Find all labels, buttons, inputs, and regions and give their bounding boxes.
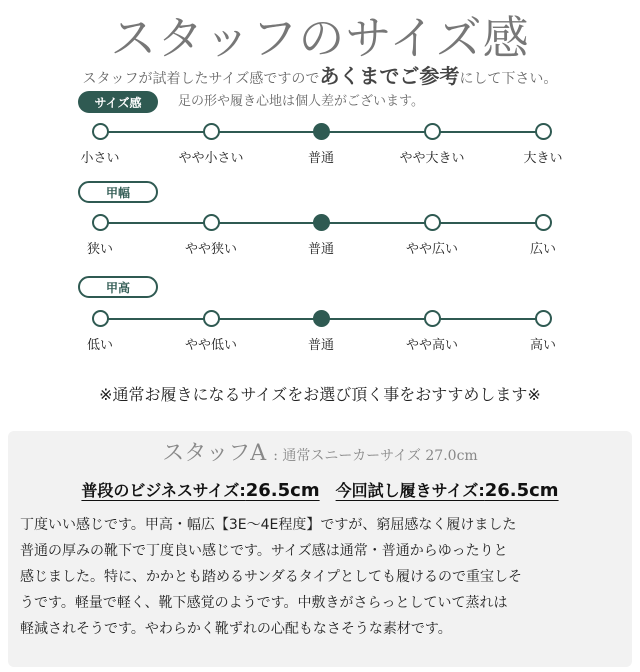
scale-instep-width	[60, 212, 582, 262]
scale-label: やや低い	[184, 338, 237, 353]
scale-dot	[313, 310, 330, 327]
scale-label: 狭い	[86, 242, 113, 257]
scale-label: 普通	[307, 151, 334, 166]
scale-label: やや広い	[405, 242, 458, 257]
scale-dot	[535, 214, 552, 231]
scale-label: 普通	[307, 338, 334, 353]
trial-size-label: 今回試し履きサイズ:	[335, 481, 485, 500]
comment-line: 普通の厚みの靴下で丁度良い感じです。サイズ感は通常・普通からゆったりと	[20, 543, 508, 559]
comment-line: 軽減されそうです。やわらかく靴ずれの心配もなさそうな素材です。	[20, 621, 452, 637]
trial-size-value: 26.5cm	[484, 480, 559, 501]
scale-label: 大きい	[523, 151, 563, 166]
scale-dot	[424, 123, 441, 140]
scale-size-feel	[60, 121, 582, 171]
subtitle-pre: スタッフが試着したサイズ感ですので	[82, 71, 320, 87]
scale-label: やや小さい	[178, 151, 244, 166]
scale-label: やや大きい	[399, 151, 465, 166]
scale-label: 広い	[529, 242, 556, 257]
scale-dot	[203, 310, 220, 327]
staff-sizes	[0, 478, 640, 501]
badge-instep-height: 甲高	[78, 276, 158, 298]
subtitle	[0, 60, 640, 89]
scale-label: 高い	[529, 338, 556, 353]
scale-instep-height	[60, 308, 582, 358]
business-size	[81, 481, 319, 500]
scale-dot	[313, 123, 330, 140]
scale-label: 普通	[307, 242, 334, 257]
staff-heading	[0, 436, 640, 467]
page-title: スタッフのサイズ感	[110, 11, 530, 65]
scale-dot	[535, 310, 552, 327]
business-size-label: 普段のビジネスサイズ:	[81, 481, 246, 500]
scale-dot	[424, 214, 441, 231]
scale-label: やや高い	[405, 338, 458, 353]
scale-label: 低い	[86, 338, 113, 353]
scale-dot	[203, 123, 220, 140]
comment-line: 感じました。特に、かかとも踏めるサンダるタイプとしても履けるので重宝しそ	[20, 569, 523, 585]
scale-dot	[92, 214, 109, 231]
subtitle-emphasis: あくまでご参考	[319, 64, 460, 88]
scale-label: 小さい	[80, 151, 120, 166]
subtitle-post: にして下さい。	[459, 71, 558, 87]
comment-line: うです。軽量で軽く、靴下感覚のようです。中敷きがさらっとしていて蒸れは	[20, 595, 508, 611]
scale-dot	[92, 310, 109, 327]
scale-dot	[203, 214, 220, 231]
disclaimer: 足の形や履き心地は個人差がございます。	[178, 94, 424, 109]
business-size-value: 26.5cm	[245, 480, 320, 501]
staff-comment	[20, 512, 620, 642]
scale-dot	[535, 123, 552, 140]
scale-dot	[424, 310, 441, 327]
staff-name: スタッフA	[162, 441, 267, 466]
badge-size-feel: サイズ感	[78, 91, 158, 113]
trial-size	[336, 481, 559, 500]
staff-detail: : 通常スニーカーサイズ 27.0cm	[273, 448, 478, 464]
badge-instep-width: 甲幅	[78, 181, 158, 203]
scale-dot	[92, 123, 109, 140]
scale-label: やや狭い	[184, 242, 237, 257]
recommend-note: ※通常お履きになるサイズをお選び頂く事をおすすめします※	[99, 385, 541, 404]
comment-line: 丁度いい感じです。甲高・幅広【3E〜4E程度】ですが、窮屈感なく履けました	[20, 517, 517, 533]
scale-dot	[313, 214, 330, 231]
